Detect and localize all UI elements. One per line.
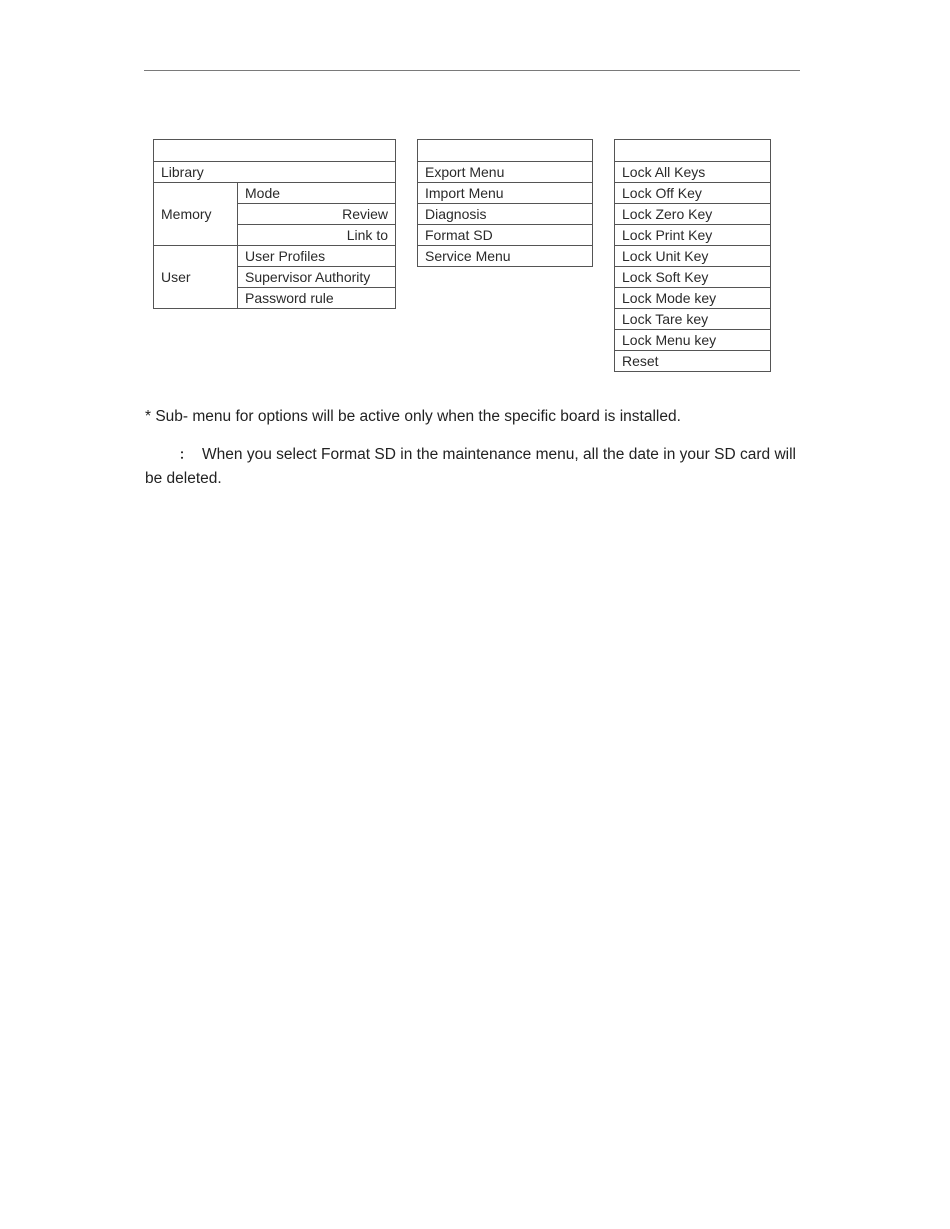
maintenance-menu-table [417,139,593,267]
menu-item-service-menu: Service Menu [418,246,593,267]
memory-user-menu-table [153,139,396,309]
menu-item-lock-menu-key: Lock Menu key [615,330,771,351]
menu-item-user-profiles: User Profiles [238,246,396,267]
submenu-note: * Sub- menu for options will be active only when the specific board is installed. [145,408,681,425]
menu-item-lock-unit-key: Lock Unit Key [615,246,771,267]
menu-item-reset: Reset [615,351,771,372]
menu-item-library: Library [154,162,396,183]
key-lock-menu-table [614,139,771,372]
table-header [154,140,396,162]
menu-item-lock-tare-key: Lock Tare key [615,309,771,330]
menu-item-export-menu: Export Menu [418,162,593,183]
menu-item-link-to: Link to [238,225,396,246]
format-warning-text: When you select Format SD in the maintenance menu, all the date in your SD card will be deleted. [145,446,796,487]
format-sd-warning [145,443,796,491]
menu-item-lock-mode-key: Lock Mode key [615,288,771,309]
menu-item-import-menu: Import Menu [418,183,593,204]
colon-mark: ： [179,447,193,462]
menu-item-mode: Mode [238,183,396,204]
menu-item-password-rule: Password rule [238,288,396,309]
menu-item-lock-off-key: Lock Off Key [615,183,771,204]
menu-item-diagnosis: Diagnosis [418,204,593,225]
group-label-user: User [154,246,238,309]
menu-item-lock-soft-key: Lock Soft Key [615,267,771,288]
menu-item-format-sd: Format SD [418,225,593,246]
group-label-memory: Memory [154,183,238,246]
table-header [418,140,593,162]
header-rule [144,70,800,71]
menu-item-lock-print-key: Lock Print Key [615,225,771,246]
menu-item-review: Review [238,204,396,225]
table-header [615,140,771,162]
menu-item-lock-zero-key: Lock Zero Key [615,204,771,225]
menu-item-lock-all-keys: Lock All Keys [615,162,771,183]
menu-item-supervisor-authority: Supervisor Authority [238,267,396,288]
